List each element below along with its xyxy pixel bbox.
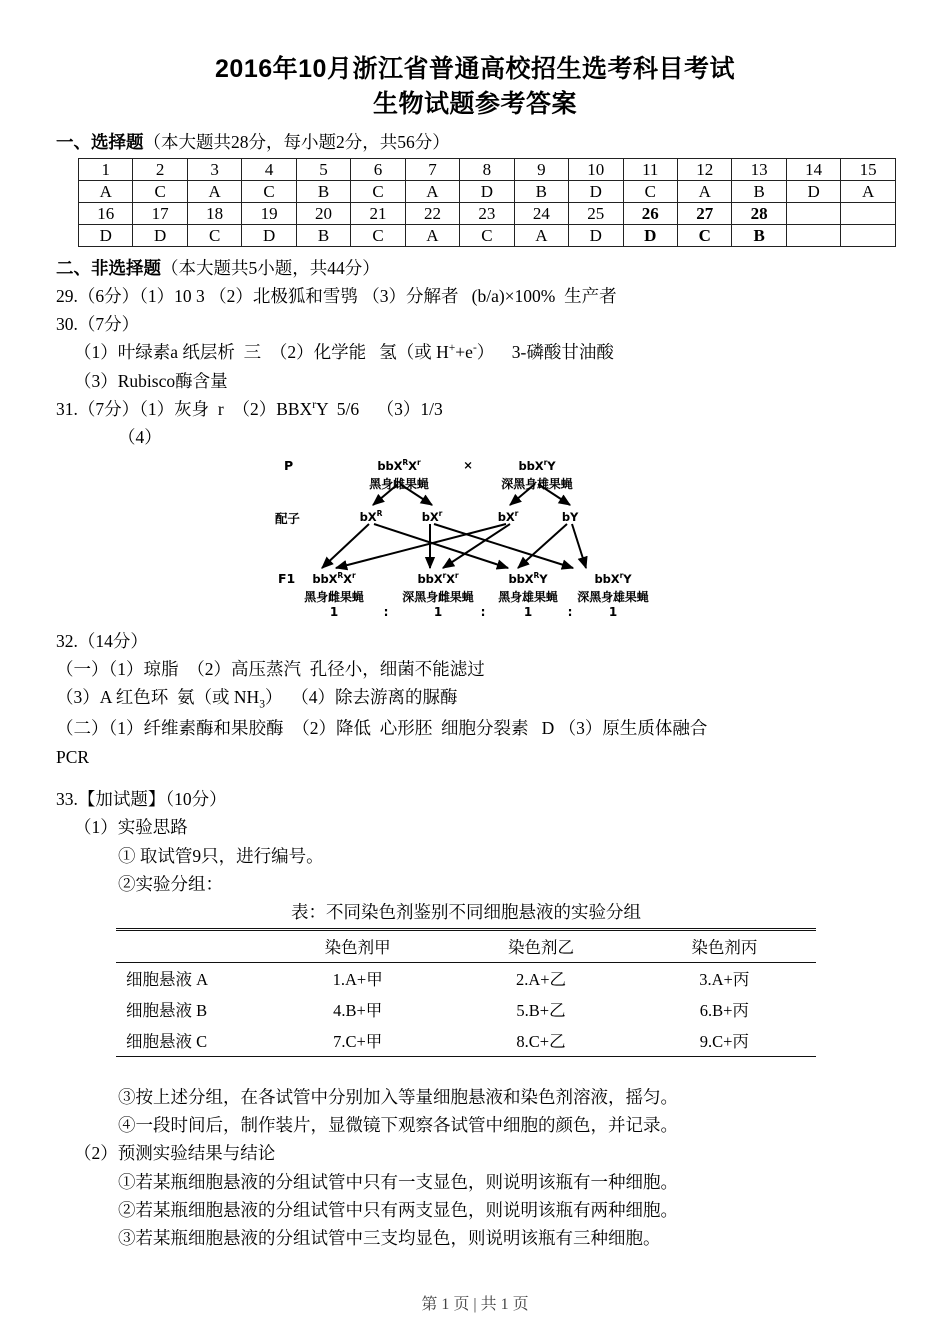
cross-row-label-gametes: 配子 [275,510,300,526]
table-cell [841,203,896,225]
table-cell [841,225,896,247]
table-cell: 28 [732,203,786,225]
q31-head-a: 31.（7分）（1）灰身 r （2）BBX [56,398,313,419]
table-cell: C [351,181,405,203]
col-header-dye-2: 染色剂乙 [507,937,574,957]
table-cell: 18 [187,203,241,225]
f1-ratio-1: 1 [329,604,339,619]
q30-l1-sup2: - [472,342,477,355]
multiple-choice-answer-table [78,158,896,247]
table-cell: 6 [351,159,405,181]
table-cell: C [133,181,187,203]
table-cell: A [514,225,568,247]
gamete-2 [422,509,443,524]
table-row-answers-2 [79,225,896,247]
table-cell: 19 [242,203,296,225]
f1-2-sup-1: r [442,570,447,580]
table-row [116,1025,816,1057]
f1-1-geno-b: X [343,571,352,586]
table-cell: 13 [732,159,786,181]
ratio-separator-2: : [480,604,486,619]
row-label-suspension-c: 细胞悬液 C [126,1031,208,1051]
cross-symbol: × [463,457,473,472]
table-cell: 21 [351,203,405,225]
table-cell: 10 [569,159,623,181]
table-row-numbers-2 [79,203,896,225]
table-cell: B [514,181,568,203]
p-male-phenotype: 深黑身雄果蝇 [501,476,573,491]
table-cell: 7 [405,159,459,181]
gamete-4-base: bY [561,509,579,524]
question-29-answer: 29.（6分）（1）10 3 （2）北极狐和雪鸮 （3）分解者 (b/a)×100% 生产者 [56,285,617,306]
f1-phenotype-1: 黑身雌果蝇 [304,589,364,604]
table-cell: 26 [623,203,677,225]
gamete-4 [562,509,578,524]
f1-3-geno-b: Y [539,571,548,586]
table-cell: A [405,225,459,247]
p-male-geno-a: bbX [518,458,544,473]
f1-phenotype-3: 黑身雄果蝇 [498,589,558,604]
f1-2-sup-2: r [454,570,459,580]
table-row-answers-1 [79,181,896,203]
q31-head-b: Y 5/6 （3）1/3 [316,398,443,419]
table-cell: 15 [841,159,896,181]
table-cell: 2.A+乙 [515,969,567,989]
f1-4-geno-b: Y [623,571,632,586]
table-cell: 3 [187,159,241,181]
section-1-heading [56,129,894,155]
p-female-phenotype: 黑身雌果蝇 [369,476,429,491]
question-32-line-3: （二）（1）纤维素酶和果胶酶 （2）降低 心形胚 细胞分裂素 D （3）原生质体融合 [56,718,708,739]
table-cell: 8.C+乙 [516,1031,566,1051]
table-cell: B [296,225,350,247]
table-cell: D [460,181,514,203]
section-2-heading-prefix: 二、非选择题 [56,258,161,279]
cross-diagram-arrows [0,452,950,627]
title-line-2: 生物试题参考答案 [372,89,577,118]
experiment-table-head [116,929,816,962]
question-33-conclusion-1: ①若某瓶细胞悬液的分组试管中只有一支显色，则说明该瓶有一种细胞。 [118,1171,678,1192]
f1-ratio-4: 1 [608,604,618,619]
table-cell: B [732,225,786,247]
f1-phenotype-4: 深黑身雄果蝇 [577,589,649,604]
page-footer: 第 1 页 | 共 1 页 [421,1296,529,1313]
question-33-step-4: ④一段时间后，制作装片，显微镜下观察各试管中细胞的颜色，并记录。 [118,1114,678,1135]
gamete-3-base: bX [497,509,515,524]
table-cell: 25 [569,203,623,225]
p-female-genotype [377,458,420,473]
f1-phenotype-2: 深黑身雌果蝇 [402,589,474,604]
title-line-1: 2016年10月浙江省普通高校招生选考科目考试 [215,55,735,83]
p-male-sup-1: r [543,457,548,467]
question-32-head: 32.（14分） [56,630,148,651]
question-32-line-1: （一）（1）琼脂 （2）高压蒸汽 孔径小，细菌不能滤过 [56,658,485,679]
question-33-head: 33.【加试题】（10分） [56,789,227,810]
question-32-line-2 [56,683,894,714]
ratio-separator-3: : [567,604,573,619]
page-title [56,0,894,121]
f1-4-sup-1: r [619,570,624,580]
question-30-line-1 [56,338,894,366]
gamete-1-sup: R [376,508,383,518]
table-cell: D [79,225,133,247]
gamete-3-sup: r [514,508,519,518]
table-cell: 8 [460,159,514,181]
table-cell: D [569,225,623,247]
table-cell: A [405,181,459,203]
question-33-part-2: （2）预测实验结果与结论 [74,1143,276,1164]
section-1-heading-prefix: 一、选择题 [56,132,144,152]
q30-l1-sup1: + [448,342,456,355]
ratio-separator-1: : [383,604,389,619]
q30-l1-a: （1）叶绿素a 纸层析 三 （2）化学能 氢（或 H [74,342,449,363]
table-cell: 11 [623,159,677,181]
table-cell: C [242,181,296,203]
table-header-row [116,929,816,962]
q32-l2-sub: 3 [259,698,265,711]
table-cell: 27 [677,203,731,225]
section-1-heading-paren: （本大题共28分，每小题2分，共56分） [143,132,450,152]
experiment-table-caption: 表：不同染色剂鉴别不同细胞悬液的实验分组 [291,901,641,922]
gamete-2-base: bX [421,509,439,524]
answer-table-body [79,159,896,247]
f1-1-sup-2: r [351,570,356,580]
table-cell: 22 [405,203,459,225]
table-cell: A [677,181,731,203]
table-row-numbers-1 [79,159,896,181]
table-cell: 5.B+乙 [516,1000,566,1020]
p-male-genotype [519,458,556,473]
q30-l1-c: ） 3-磷酸甘油酸 [476,342,614,363]
table-cell: C [677,225,731,247]
question-33-step-3: ③按上述分组，在各试管中分别加入等量细胞悬液和染色剂溶液，摇匀。 [118,1086,678,1107]
table-cell: 9.C+丙 [699,1031,749,1051]
table-cell: 1 [79,159,133,181]
table-cell [786,225,840,247]
f1-genotype-2 [417,571,458,586]
question-33-step-2: ②实验分组： [118,874,223,895]
p-female-geno-b: X [408,458,417,473]
table-cell: D [569,181,623,203]
question-31-item-4: （4） [118,427,162,448]
f1-3-geno-a: bbX [508,571,534,586]
table-cell: 7.C+甲 [333,1031,383,1051]
gamete-3 [498,509,519,524]
col-header-blank [116,929,266,962]
table-cell: D [623,225,677,247]
question-33-part-1: （1）实验思路 [74,817,188,838]
p-female-sup-2: r [416,457,421,467]
table-cell: A [79,181,133,203]
f1-1-geno-a: bbX [312,571,338,586]
f1-1-sup-1: R [337,570,344,580]
table-row [116,962,816,994]
table-cell: B [296,181,350,203]
f1-2-geno-b: X [446,571,455,586]
table-cell: C [351,225,405,247]
table-cell: 24 [514,203,568,225]
table-cell: B [732,181,786,203]
col-header-dye-3: 染色剂丙 [691,937,758,957]
table-row [116,994,816,1025]
table-cell: 12 [677,159,731,181]
table-cell: 6.B+丙 [699,1000,749,1020]
q32-l2-b: ） （4）除去游离的脲酶 [264,687,458,708]
f1-3-sup-1: R [533,570,540,580]
table-cell: 2 [133,159,187,181]
question-30-head: 30.（7分） [56,313,140,334]
gamete-1-base: bX [359,509,377,524]
table-cell: 4 [242,159,296,181]
gamete-1 [360,509,383,524]
row-label-suspension-a: 细胞悬液 A [126,969,209,989]
section-2-heading [56,255,894,281]
table-cell: 9 [514,159,568,181]
question-31-head [56,395,894,423]
f1-2-geno-a: bbX [417,571,443,586]
f1-genotype-4 [595,571,632,586]
f1-genotype-1 [312,571,355,586]
table-cell: C [460,225,514,247]
f1-ratio-2: 1 [433,604,443,619]
f1-genotype-3 [508,571,547,586]
p-female-geno-a: bbX [377,458,403,473]
table-cell: 23 [460,203,514,225]
table-cell: C [187,225,241,247]
table-cell: D [786,181,840,203]
cross-row-label-f1: F1 [278,570,296,586]
table-cell: 4.B+甲 [333,1000,383,1020]
table-cell: A [187,181,241,203]
table-cell: 17 [133,203,187,225]
table-cell: D [242,225,296,247]
section-2-heading-paren: （本大题共5小题，共44分） [161,258,380,279]
table-cell: 5 [296,159,350,181]
question-30-line-2: （3）Rubisco酶含量 [74,370,228,391]
table-cell: 3.A+丙 [699,969,750,989]
genetics-cross-diagram [0,452,950,627]
question-33-conclusion-3: ③若某瓶细胞悬液的分组试管中三支均显色，则说明该瓶有三种细胞。 [118,1228,661,1249]
table-cell: 20 [296,203,350,225]
gamete-2-sup: r [438,508,443,518]
table-cell: D [133,225,187,247]
question-33-conclusion-2: ②若某瓶细胞悬液的分组试管中只有两支显色，则说明该瓶有两种细胞。 [118,1199,678,1220]
q32-l2-a: （3）A 红色环 氨（或 NH [56,687,260,708]
col-header-dye-1: 染色剂甲 [324,937,391,957]
f1-ratio-3: 1 [523,604,533,619]
table-cell: A [841,181,896,203]
question-33-step-1: ① 取试管9只，进行编号。 [118,845,324,866]
table-cell [786,203,840,225]
table-cell: 1.A+甲 [332,969,383,989]
experiment-table-body [116,962,816,1056]
question-32-line-4: PCR [56,746,90,767]
q30-l1-b: +e [455,342,473,363]
table-cell: 16 [79,203,133,225]
experiment-grouping-table [116,928,816,1057]
q31-head-sup: r [312,399,317,412]
f1-4-geno-a: bbX [594,571,620,586]
table-cell: C [623,181,677,203]
row-label-suspension-b: 细胞悬液 B [126,1000,208,1020]
cross-row-label-p: P [284,457,294,473]
p-female-sup-1: R [402,457,409,467]
p-male-geno-b: Y [547,458,556,473]
table-cell: 14 [786,159,840,181]
